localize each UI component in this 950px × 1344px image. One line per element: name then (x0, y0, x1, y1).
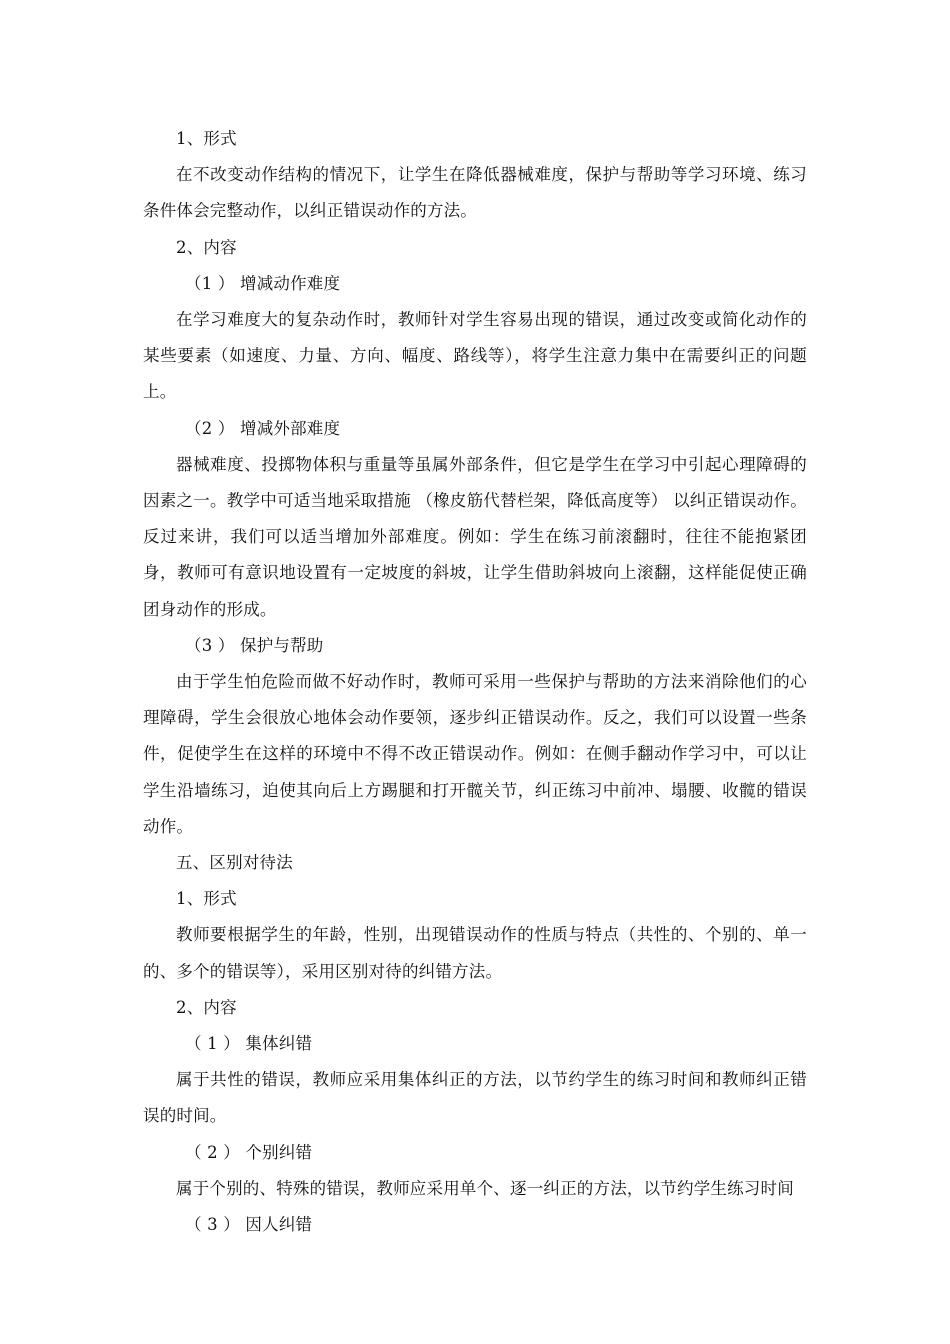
subheading-personalized-correction: （ 3 ） 因人纠错 (185, 1215, 313, 1235)
paragraph-individual-correction: 属于个别的、特殊的错误，教师应采用单个、逐一纠正的方法，以节约学生练习时间 (176, 1178, 794, 1198)
subheading-external-difficulty: （2 ） 增减外部难度 (185, 418, 341, 438)
document-body (143, 121, 807, 1243)
paragraph-action-difficulty: 在学习难度大的复杂动作时，教师针对学生容易出现的错误，通过改变或简化动作的某些要素（如速度、力量、方向、幅度、路线等），将学生注意力集中在需要纠正的问题上。 (143, 310, 807, 402)
subheading-group-correction: （ 1 ） 集体纠错 (185, 1034, 313, 1054)
heading-form-1: 1、形式 (176, 129, 237, 148)
subheading-action-difficulty: （1 ） 增减动作难度 (185, 273, 341, 293)
paragraph-form-2: 教师要根据学生的年龄，性别，出现错误动作的性质与特点（共性的、个别的、单一的、多个的错误等），采用区别对待的纠错方法。 (143, 925, 807, 981)
heading-content-2: 2、内容 (176, 997, 237, 1017)
heading-content-1: 2、内容 (176, 237, 237, 257)
paragraph-external-difficulty: 器械难度、投掷物体积与重量等虽属外部条件，但它是学生在学习中引起心理障碍的因素之一。教学中可适当地采取措施 （橡皮筋代替栏架，降低高度等） 以纠正错误动作。反过来讲，我们可以适当增加外部难度。例如：学生在练习前滚翻时，往往不能抱紧团身，教师可有意识地设置有一定坡度的斜坡，让学生借助斜坡向上滚翻，这样能促使正确团身动作的形成。 (143, 454, 807, 619)
section-heading-differentiated: 五、区别对待法 (176, 853, 293, 873)
paragraph-protection-help: 由于学生怕危险而做不好动作时，教师可采用一些保护与帮助的方法来消除他们的心理障碍，学生会很放心地体会动作要领，逐步纠正错误动作。反之，我们可以设置一些条件，促使学生在这样的环境中不得不改正错误动作。例如：在侧手翻动作学习中，可以让学生沿墙练习，迫使其向后上方踢腿和打开髋关节，纠正练习中前冲、塌腰、收髋的错误动作。 (143, 672, 807, 836)
subheading-protection-help: （3 ） 保护与帮助 (185, 635, 324, 655)
subheading-individual-correction: （ 2 ） 个别纠错 (185, 1142, 313, 1162)
heading-form-2: 1、形式 (176, 889, 237, 909)
paragraph-group-correction: 属于共性的错误，教师应采用集体纠正的方法，以节约学生的练习时间和教师纠正错误的时间。 (143, 1070, 807, 1126)
paragraph-form-1: 在不改变动作结构的情况下，让学生在降低器械难度，保护与帮助等学习环境、练习条件体会完整动作，以纠正错误动作的方法。 (143, 165, 807, 221)
